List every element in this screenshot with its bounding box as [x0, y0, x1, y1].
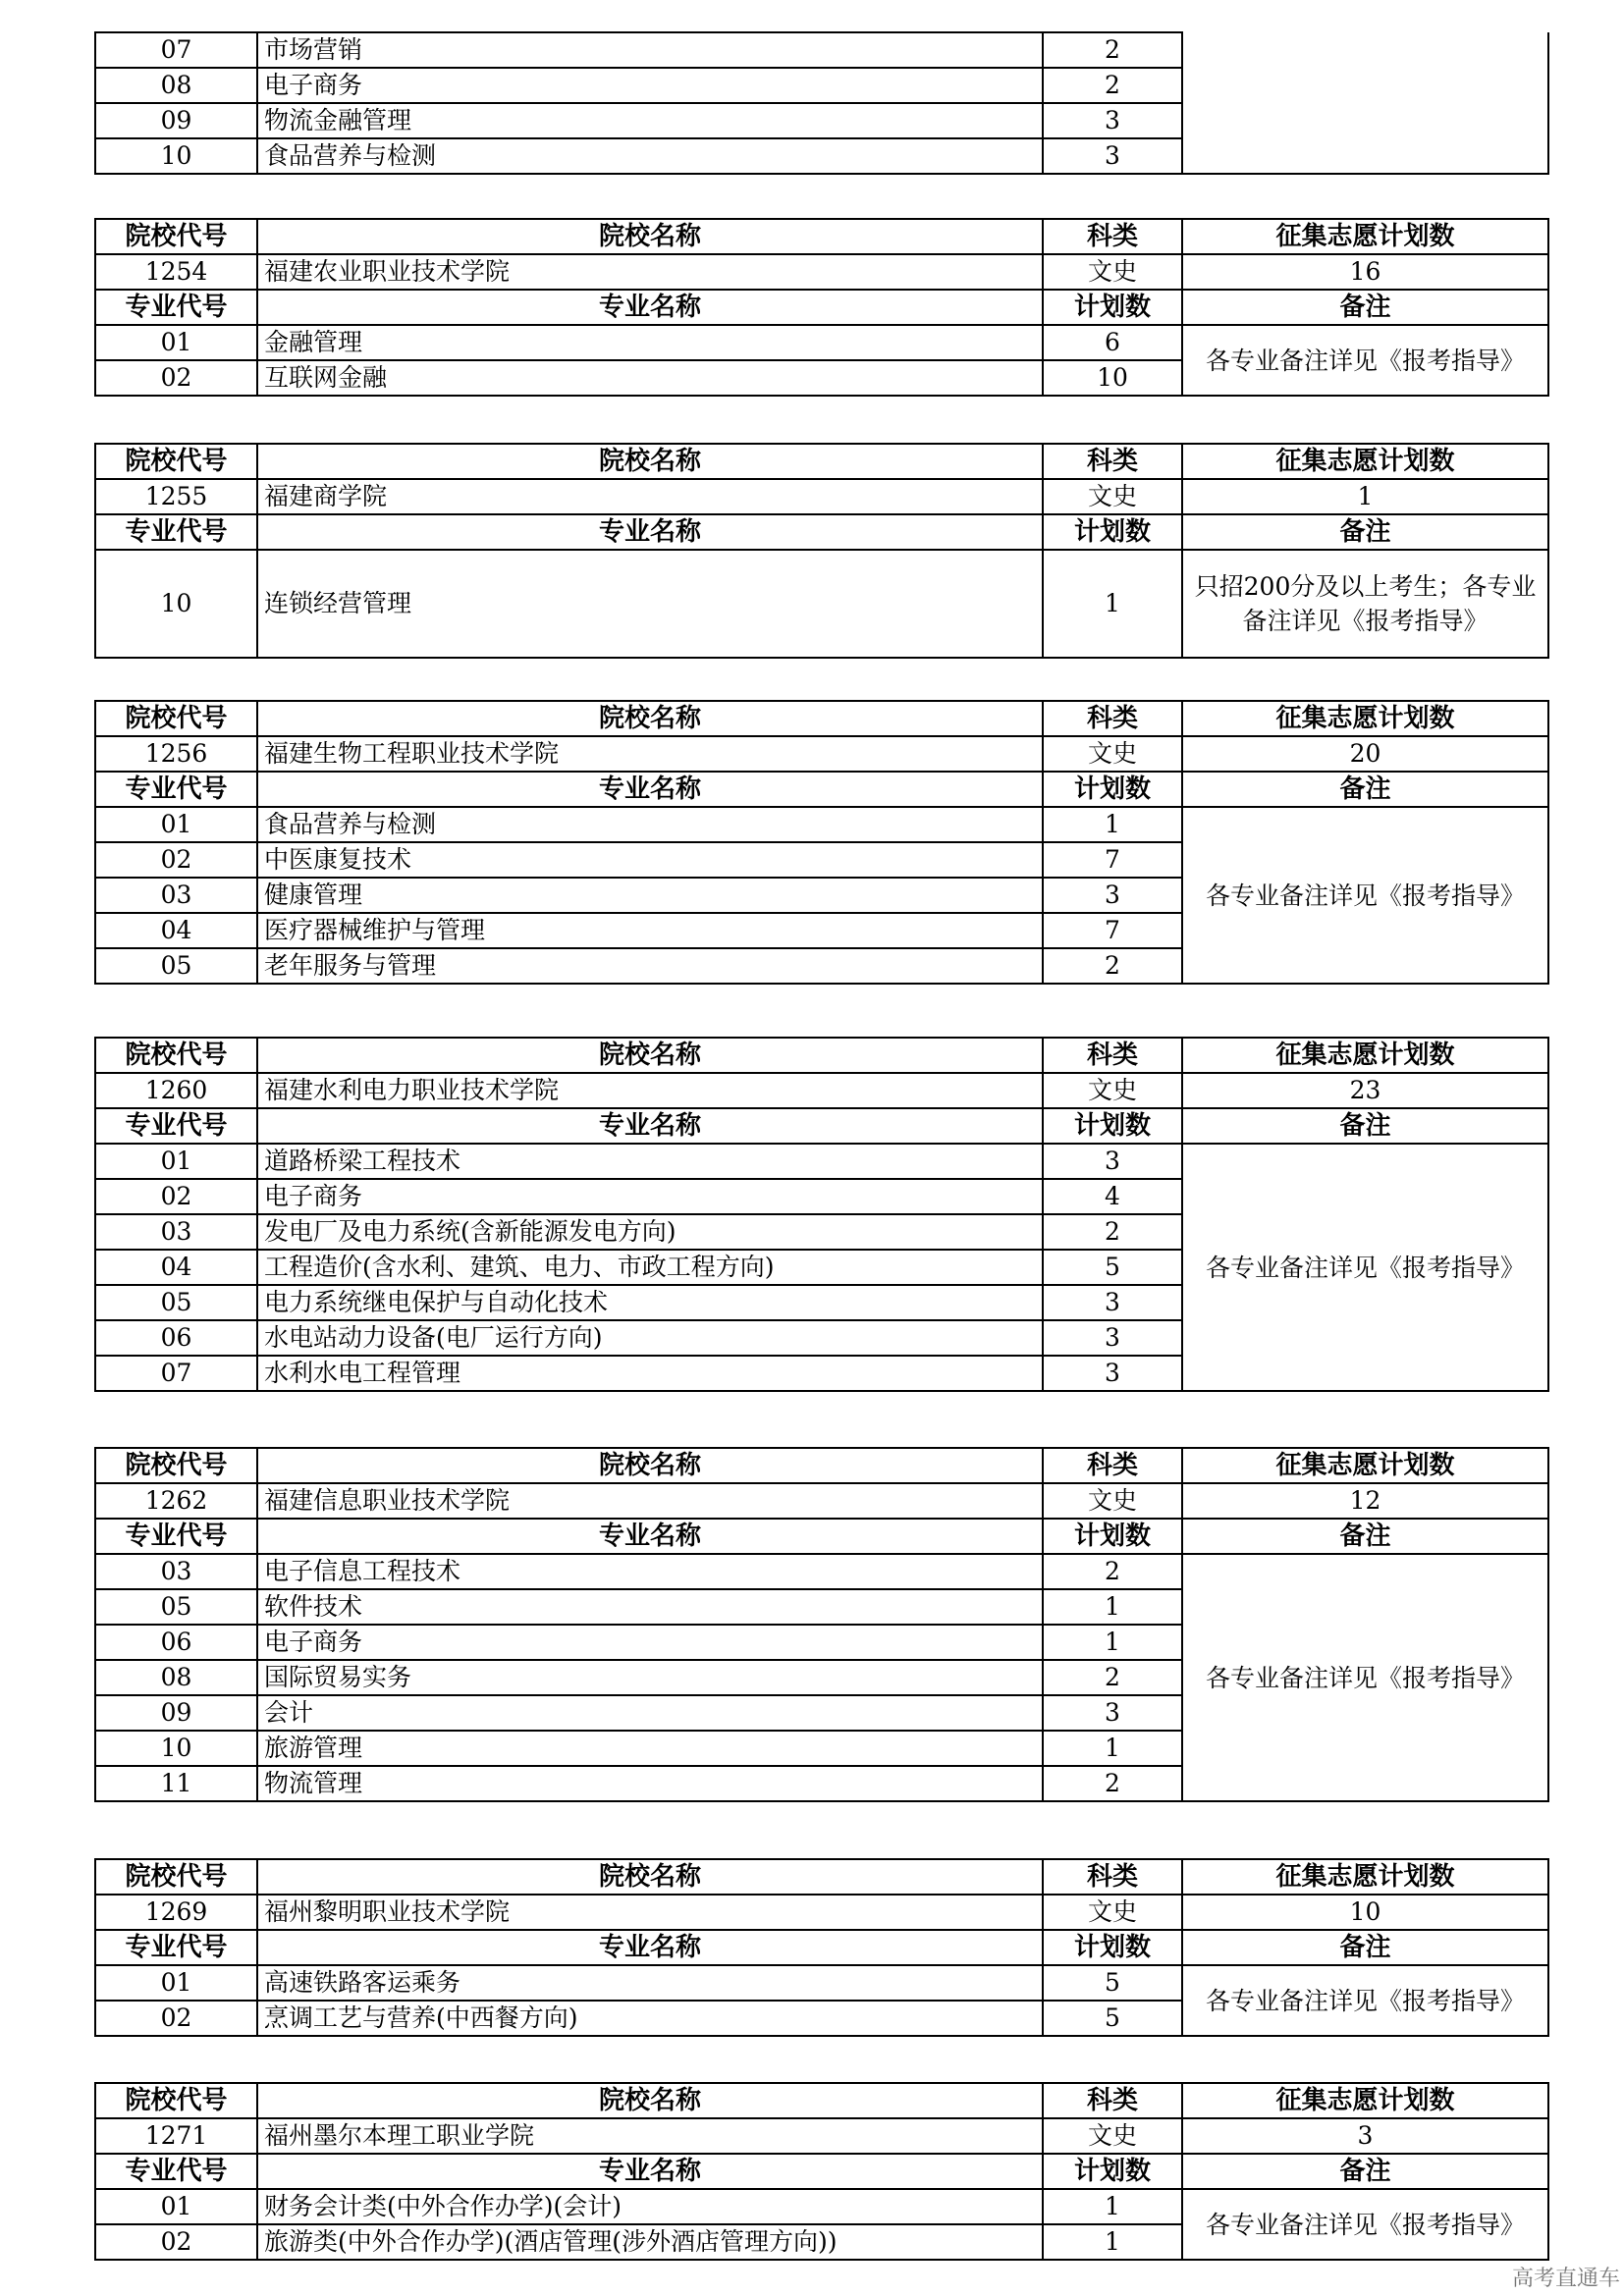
school-info-row: [95, 1483, 1548, 1519]
category-header: 科类: [1043, 444, 1182, 479]
school-plan-total: 16: [1182, 254, 1548, 290]
major-name: 财务会计类(中外合作办学)(会计): [257, 2189, 1043, 2224]
table-row: [95, 807, 1548, 842]
table-row: [95, 1144, 1548, 1179]
school-table-1271: [94, 2082, 1549, 2261]
category-header: 科类: [1043, 701, 1182, 736]
plan-count-header: 计划数: [1043, 514, 1182, 550]
plan-count-header: 计划数: [1043, 2154, 1182, 2189]
plan-count: 1: [1043, 2224, 1182, 2260]
plan-count-header: 计划数: [1043, 290, 1182, 325]
school-header-row: [95, 444, 1548, 479]
remarks-header: 备注: [1182, 772, 1548, 807]
major-name-header: 专业名称: [257, 772, 1043, 807]
school-category: 文史: [1043, 479, 1182, 514]
major-name: 老年服务与管理: [257, 948, 1043, 984]
plan-total-header: 征集志愿计划数: [1182, 444, 1548, 479]
major-name-header: 专业名称: [257, 1108, 1043, 1144]
school-table-1256: [94, 700, 1549, 985]
major-code: 02: [95, 842, 257, 878]
major-code: 02: [95, 2001, 257, 2036]
major-name-header: 专业名称: [257, 514, 1043, 550]
table-row: [95, 1965, 1548, 2001]
school-name-header: 院校名称: [257, 2083, 1043, 2118]
school-name-header: 院校名称: [257, 1448, 1043, 1483]
plan-count: 3: [1043, 1144, 1182, 1179]
major-code: 01: [95, 807, 257, 842]
school-plan-total: 12: [1182, 1483, 1548, 1519]
major-name: 食品营养与检测: [257, 807, 1043, 842]
major-code: 01: [95, 1965, 257, 2001]
major-code: 09: [95, 1695, 257, 1731]
plan-count: 2: [1043, 1766, 1182, 1801]
school-info-row: [95, 254, 1548, 290]
plan-count: 4: [1043, 1179, 1182, 1214]
plan-count: 5: [1043, 2001, 1182, 2036]
school-header-row: [95, 2083, 1548, 2118]
major-code: 10: [95, 138, 257, 174]
plan-count: 7: [1043, 842, 1182, 878]
category-header: 科类: [1043, 219, 1182, 254]
major-code: 05: [95, 1589, 257, 1625]
school-plan-total: 3: [1182, 2118, 1548, 2154]
plan-count: 2: [1043, 68, 1182, 103]
school-name: 福建商学院: [257, 479, 1043, 514]
major-code: 07: [95, 32, 257, 68]
school-code: 1255: [95, 479, 257, 514]
major-name: 物流金融管理: [257, 103, 1043, 138]
school-info-row: [95, 1073, 1548, 1108]
major-name: 电子商务: [257, 1179, 1043, 1214]
school-plan-total: 10: [1182, 1895, 1548, 1930]
plan-count: 3: [1043, 878, 1182, 913]
plan-count: 2: [1043, 948, 1182, 984]
school-code: 1271: [95, 2118, 257, 2154]
plan-total-header: 征集志愿计划数: [1182, 1448, 1548, 1483]
school-table-1269: [94, 1858, 1549, 2037]
major-name: 国际贸易实务: [257, 1660, 1043, 1695]
major-code: 03: [95, 878, 257, 913]
major-header-row: [95, 772, 1548, 807]
plan-count-header: 计划数: [1043, 772, 1182, 807]
school-name: 福建水利电力职业技术学院: [257, 1073, 1043, 1108]
school-category: 文史: [1043, 736, 1182, 772]
school-category: 文史: [1043, 1483, 1182, 1519]
school-name: 福建生物工程职业技术学院: [257, 736, 1043, 772]
major-code: 04: [95, 1250, 257, 1285]
school-info-row: [95, 1895, 1548, 1930]
major-name: 软件技术: [257, 1589, 1043, 1625]
school-code: 1262: [95, 1483, 257, 1519]
remarks-header: 备注: [1182, 290, 1548, 325]
major-name: 旅游类(中外合作办学)(酒店管理(涉外酒店管理方向)): [257, 2224, 1043, 2260]
school-info-row: [95, 2118, 1548, 2154]
major-code: 09: [95, 103, 257, 138]
school-code-header: 院校代号: [95, 701, 257, 736]
school-header-row: [95, 1448, 1548, 1483]
school-name-header: 院校名称: [257, 444, 1043, 479]
school-header-row: [95, 1859, 1548, 1895]
school-code-header: 院校代号: [95, 1038, 257, 1073]
major-code: 08: [95, 68, 257, 103]
major-code: 10: [95, 550, 257, 658]
major-header-row: [95, 2154, 1548, 2189]
major-code: 05: [95, 1285, 257, 1320]
major-code: 11: [95, 1766, 257, 1801]
remarks-cell: [1182, 32, 1548, 174]
major-name: 水利水电工程管理: [257, 1356, 1043, 1391]
major-code: 02: [95, 1179, 257, 1214]
plan-count: 1: [1043, 1625, 1182, 1660]
school-plan-total: 1: [1182, 479, 1548, 514]
plan-total-header: 征集志愿计划数: [1182, 1038, 1548, 1073]
school-code-header: 院校代号: [95, 2083, 257, 2118]
school-table-1255: [94, 443, 1549, 659]
table-row: [95, 1554, 1548, 1589]
school-header-row: [95, 219, 1548, 254]
plan-count: 3: [1043, 1320, 1182, 1356]
school-table-1262: [94, 1447, 1549, 1802]
school-code: 1260: [95, 1073, 257, 1108]
school-name-header: 院校名称: [257, 219, 1043, 254]
school-name-header: 院校名称: [257, 1038, 1043, 1073]
school-info-row: [95, 479, 1548, 514]
school-code: 1254: [95, 254, 257, 290]
plan-count-header: 计划数: [1043, 1108, 1182, 1144]
major-name: 电力系统继电保护与自动化技术: [257, 1285, 1043, 1320]
major-code: 03: [95, 1554, 257, 1589]
plan-total-header: 征集志愿计划数: [1182, 219, 1548, 254]
remarks-header: 备注: [1182, 2154, 1548, 2189]
major-name: 发电厂及电力系统(含新能源发电方向): [257, 1214, 1043, 1250]
school-code-header: 院校代号: [95, 444, 257, 479]
plan-count: 3: [1043, 138, 1182, 174]
plan-count: 2: [1043, 1214, 1182, 1250]
major-header-row: [95, 1930, 1548, 1965]
table-row: [95, 2189, 1548, 2224]
school-name: 福建农业职业技术学院: [257, 254, 1043, 290]
major-name: 连锁经营管理: [257, 550, 1043, 658]
major-code-header: 专业代号: [95, 290, 257, 325]
major-code: 03: [95, 1214, 257, 1250]
school-category: 文史: [1043, 1895, 1182, 1930]
plan-total-header: 征集志愿计划数: [1182, 2083, 1548, 2118]
remarks-note: 各专业备注详见《报考指导》: [1182, 1965, 1548, 2036]
remarks-header: 备注: [1182, 514, 1548, 550]
category-header: 科类: [1043, 1448, 1182, 1483]
major-code-header: 专业代号: [95, 1930, 257, 1965]
plan-count: 1: [1043, 807, 1182, 842]
category-header: 科类: [1043, 2083, 1182, 2118]
major-code: 02: [95, 2224, 257, 2260]
category-header: 科类: [1043, 1859, 1182, 1895]
plan-count: 3: [1043, 103, 1182, 138]
major-code: 10: [95, 1731, 257, 1766]
school-table-1260: [94, 1037, 1549, 1392]
plan-count: 2: [1043, 1660, 1182, 1695]
major-code-header: 专业代号: [95, 1108, 257, 1144]
major-name: 互联网金融: [257, 360, 1043, 396]
school-code: 1269: [95, 1895, 257, 1930]
school-category: 文史: [1043, 254, 1182, 290]
major-name: 水电站动力设备(电厂运行方向): [257, 1320, 1043, 1356]
major-name: 食品营养与检测: [257, 138, 1043, 174]
major-name: 烹调工艺与营养(中西餐方向): [257, 2001, 1043, 2036]
major-name: 道路桥梁工程技术: [257, 1144, 1043, 1179]
major-header-row: [95, 1519, 1548, 1554]
table-row: [95, 325, 1548, 360]
major-name: 工程造价(含水利、建筑、电力、市政工程方向): [257, 1250, 1043, 1285]
school-code-header: 院校代号: [95, 1448, 257, 1483]
watermark: 高考直通车: [1511, 2267, 1620, 2291]
plan-count: 6: [1043, 325, 1182, 360]
major-code: 01: [95, 2189, 257, 2224]
school-code-header: 院校代号: [95, 219, 257, 254]
major-code: 06: [95, 1625, 257, 1660]
remarks-header: 备注: [1182, 1519, 1548, 1554]
plan-total-header: 征集志愿计划数: [1182, 701, 1548, 736]
school-category: 文史: [1043, 2118, 1182, 2154]
major-code-header: 专业代号: [95, 1519, 257, 1554]
plan-count: 1: [1043, 1589, 1182, 1625]
school-name-header: 院校名称: [257, 1859, 1043, 1895]
major-name: 物流管理: [257, 1766, 1043, 1801]
category-header: 科类: [1043, 1038, 1182, 1073]
major-code: 01: [95, 1144, 257, 1179]
school-name: 福州墨尔本理工职业学院: [257, 2118, 1043, 2154]
plan-count: 1: [1043, 550, 1182, 658]
major-name: 电子商务: [257, 68, 1043, 103]
plan-count: 1: [1043, 1731, 1182, 1766]
major-code: 05: [95, 948, 257, 984]
remarks-header: 备注: [1182, 1108, 1548, 1144]
major-code: 07: [95, 1356, 257, 1391]
plan-count: 2: [1043, 1554, 1182, 1589]
major-name: 市场营销: [257, 32, 1043, 68]
plan-count: 5: [1043, 1965, 1182, 2001]
major-name: 电子商务: [257, 1625, 1043, 1660]
remarks-note: 各专业备注详见《报考指导》: [1182, 1144, 1548, 1391]
remarks-note: 只招200分及以上考生；各专业备注详见《报考指导》: [1182, 550, 1548, 658]
major-name: 金融管理: [257, 325, 1043, 360]
remarks-note: 各专业备注详见《报考指导》: [1182, 807, 1548, 984]
school-name: 福州黎明职业技术学院: [257, 1895, 1043, 1930]
major-name-header: 专业名称: [257, 2154, 1043, 2189]
school-header-row: [95, 1038, 1548, 1073]
major-code: 04: [95, 913, 257, 948]
plan-count-header: 计划数: [1043, 1519, 1182, 1554]
table-row: [95, 550, 1548, 658]
major-name-header: 专业名称: [257, 290, 1043, 325]
major-name: 旅游管理: [257, 1731, 1043, 1766]
school-name: 福建信息职业技术学院: [257, 1483, 1043, 1519]
plan-count: 3: [1043, 1356, 1182, 1391]
plan-count: 1: [1043, 2189, 1182, 2224]
major-header-row: [95, 514, 1548, 550]
major-code: 01: [95, 325, 257, 360]
major-header-row: [95, 290, 1548, 325]
school-category: 文史: [1043, 1073, 1182, 1108]
major-code-header: 专业代号: [95, 772, 257, 807]
school-header-row: [95, 701, 1548, 736]
plan-count: 3: [1043, 1695, 1182, 1731]
major-code-header: 专业代号: [95, 2154, 257, 2189]
plan-count: 10: [1043, 360, 1182, 396]
major-name: 中医康复技术: [257, 842, 1043, 878]
school-code: 1256: [95, 736, 257, 772]
school-plan-total: 20: [1182, 736, 1548, 772]
major-code: 06: [95, 1320, 257, 1356]
table-row: [95, 32, 1548, 68]
continuation-table: [94, 31, 1549, 175]
remarks-header: 备注: [1182, 1930, 1548, 1965]
school-info-row: [95, 736, 1548, 772]
major-name: 高速铁路客运乘务: [257, 1965, 1043, 2001]
school-code-header: 院校代号: [95, 1859, 257, 1895]
major-header-row: [95, 1108, 1548, 1144]
major-name: 医疗器械维护与管理: [257, 913, 1043, 948]
plan-total-header: 征集志愿计划数: [1182, 1859, 1548, 1895]
major-code: 08: [95, 1660, 257, 1695]
major-code: 02: [95, 360, 257, 396]
major-name-header: 专业名称: [257, 1519, 1043, 1554]
plan-count: 3: [1043, 1285, 1182, 1320]
major-name: 健康管理: [257, 878, 1043, 913]
remarks-note: 各专业备注详见《报考指导》: [1182, 325, 1548, 396]
plan-count-header: 计划数: [1043, 1930, 1182, 1965]
major-name: 电子信息工程技术: [257, 1554, 1043, 1589]
remarks-note: 各专业备注详见《报考指导》: [1182, 2189, 1548, 2260]
plan-count: 5: [1043, 1250, 1182, 1285]
school-table-1254: [94, 218, 1549, 397]
major-name: 会计: [257, 1695, 1043, 1731]
plan-count: 7: [1043, 913, 1182, 948]
school-name-header: 院校名称: [257, 701, 1043, 736]
remarks-note: 各专业备注详见《报考指导》: [1182, 1554, 1548, 1801]
school-plan-total: 23: [1182, 1073, 1548, 1108]
major-code-header: 专业代号: [95, 514, 257, 550]
major-name-header: 专业名称: [257, 1930, 1043, 1965]
plan-count: 2: [1043, 32, 1182, 68]
